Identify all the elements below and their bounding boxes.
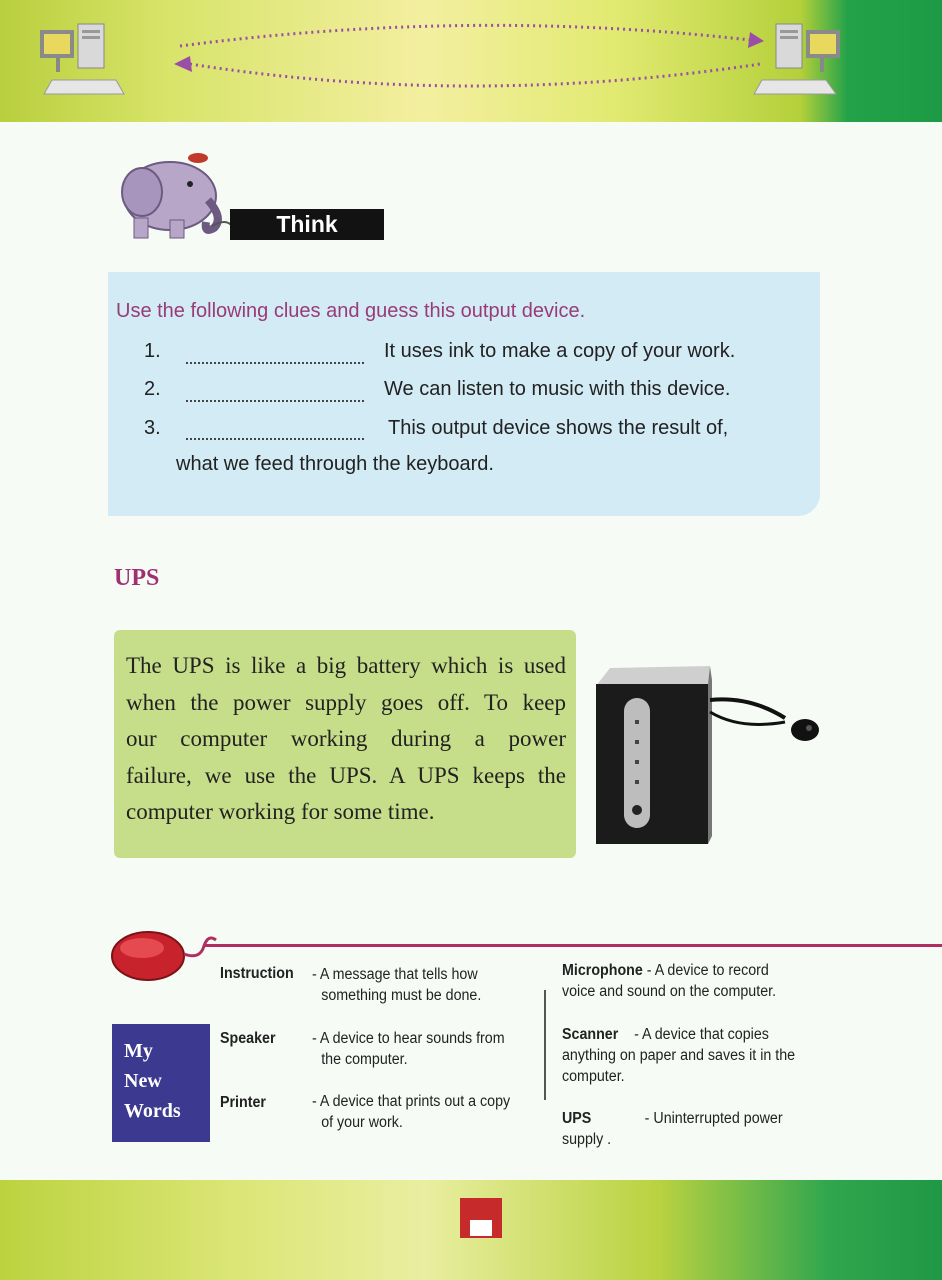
clue-text: It uses ink to make a copy of your work. xyxy=(384,340,736,362)
clue-number: 2. xyxy=(144,378,161,400)
glossary-definition xyxy=(312,964,481,1006)
clue-continuation: what we feed through the keyboard. xyxy=(176,453,494,475)
glossary-term: Instruction xyxy=(220,965,294,982)
box-line: My xyxy=(124,1040,153,1062)
definition-line: of your work. xyxy=(321,1114,403,1131)
column-divider xyxy=(544,990,546,1100)
box-line: Words xyxy=(124,1100,181,1122)
glossary-entry xyxy=(562,1024,838,1087)
glossary-definition xyxy=(312,1091,510,1133)
definition-line: - A device that prints out a copy xyxy=(312,1093,511,1110)
definition-line: - A device to record xyxy=(646,962,769,979)
my-new-words-box xyxy=(112,1024,210,1142)
clue-intro: Use the following clues and guess this output device. xyxy=(116,300,586,322)
definition-line: something must be done. xyxy=(321,987,482,1004)
section-divider xyxy=(205,944,942,947)
glossary-entry xyxy=(562,1108,838,1150)
ups-device-image xyxy=(590,660,825,850)
clue-text: We can listen to music with this device. xyxy=(384,378,731,400)
mouse-icon xyxy=(108,926,218,986)
definition-line: - Uninterrupted power xyxy=(644,1110,783,1127)
computer-icon xyxy=(38,20,128,100)
ups-paragraph xyxy=(126,648,566,831)
floppy-slot xyxy=(470,1220,492,1236)
paragraph-line: The UPS is like a big battery which is used xyxy=(126,653,566,678)
definition-line: - A message that tells how xyxy=(312,966,478,983)
glossary-term: Printer xyxy=(220,1094,266,1111)
answer-blank xyxy=(186,400,364,402)
section-heading: UPS xyxy=(114,565,160,591)
definition-line: supply . xyxy=(562,1131,612,1148)
paragraph-line: when the power supply goes off. To keep xyxy=(126,689,566,715)
glossary-definition xyxy=(312,1028,505,1070)
think-label: Think xyxy=(230,209,384,240)
clue-number: 1. xyxy=(144,340,161,362)
glossary-term: Speaker xyxy=(220,1030,276,1047)
glossary-term: UPS xyxy=(562,1110,592,1127)
answer-blank xyxy=(186,362,364,364)
glossary-term: Scanner xyxy=(562,1026,619,1043)
glossary-term: Microphone xyxy=(562,962,643,979)
paragraph-line: computer working for some time. xyxy=(126,799,435,824)
definition-line: - A device that copies xyxy=(634,1026,769,1043)
paragraph-line: failure, we use the UPS. A UPS keeps the xyxy=(126,762,566,788)
elephant-mascot xyxy=(108,148,248,248)
floppy-page-icon xyxy=(460,1198,502,1238)
definition-line: anything on paper and saves it in the xyxy=(562,1047,796,1064)
exchange-arrows xyxy=(170,18,770,88)
paragraph-line: our computer working during a power xyxy=(126,726,566,751)
answer-blank xyxy=(186,438,364,440)
definition-line: the computer. xyxy=(321,1051,408,1068)
box-line: New xyxy=(124,1070,162,1092)
clue-text: This output device shows the result of, xyxy=(388,417,729,439)
glossary-entry xyxy=(562,960,838,1002)
definition-line: computer. xyxy=(562,1068,625,1085)
definition-line: voice and sound on the computer. xyxy=(562,983,777,1000)
clue-number: 3. xyxy=(144,417,161,439)
definition-line: - A device to hear sounds from xyxy=(312,1030,505,1047)
